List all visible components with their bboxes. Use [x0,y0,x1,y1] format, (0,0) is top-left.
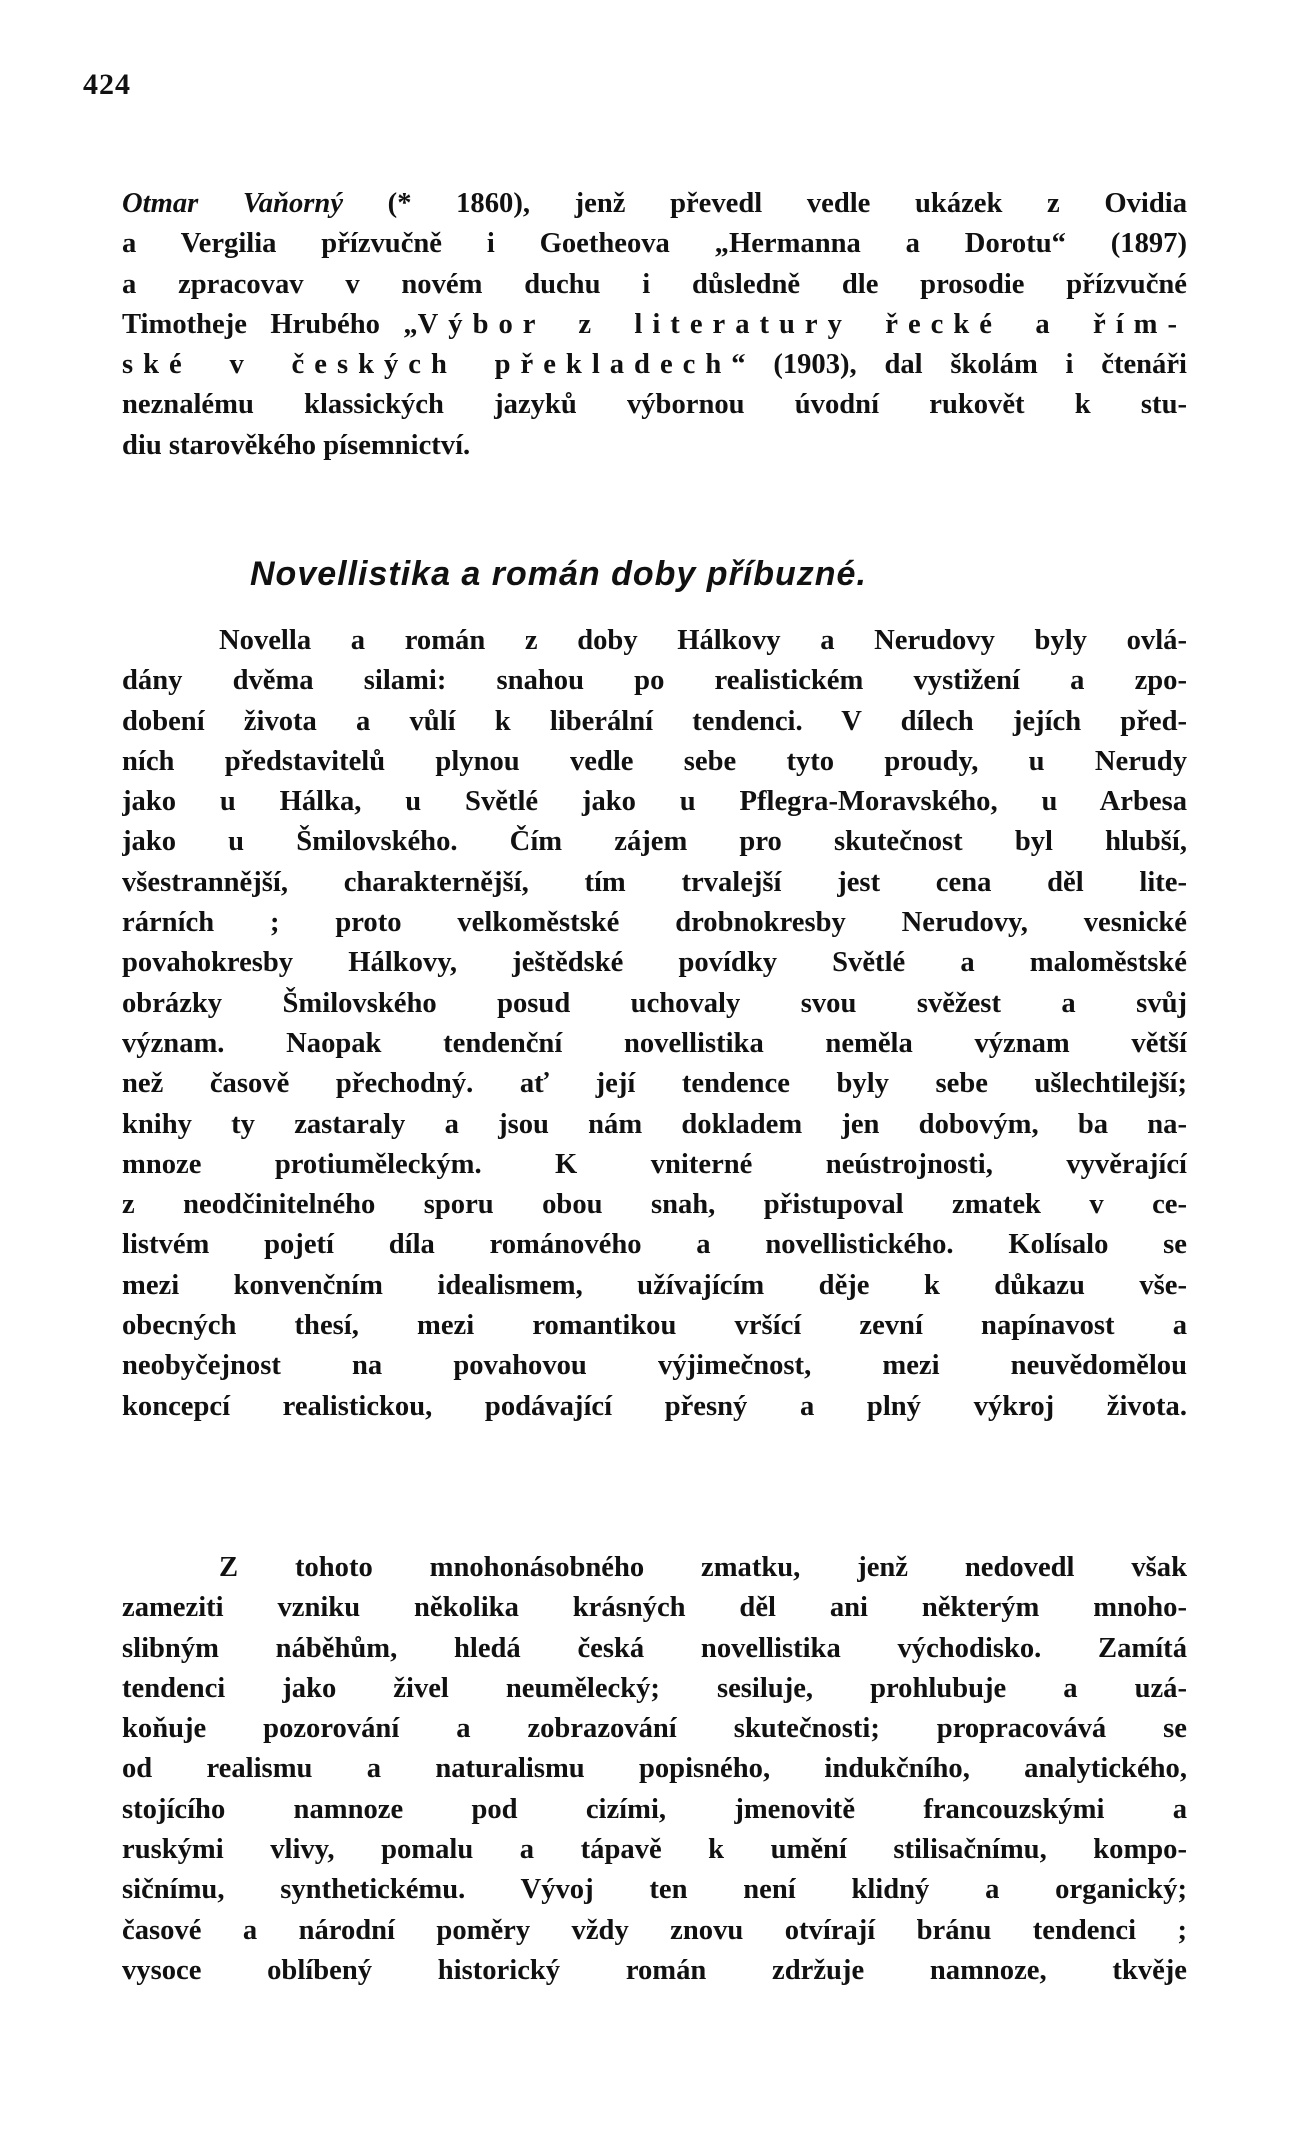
paragraph-line: mezi konvenčním idealismem, užívajícím děje k důkazu vše- [122,1269,1187,1301]
paragraph-zmatek [122,1548,1187,1991]
paragraph-line last-line: diu starověkého písemnictví. [122,429,471,461]
paragraph-line: obrázky Šmilovského posud uchovaly svou svěžest a svůj [122,987,1187,1019]
paragraph-line: koncepcí realistickou, podávající přesný a plný výkroj života. [122,1390,1187,1422]
paragraph-line: jako u Hálka, u Světlé jako u Pflegra-Moravského, u Arbesa [122,786,1187,818]
paragraph-line: a Vergilia přízvučně i Goetheova „Hermanna a Dorotu“ (1897) [122,228,1187,260]
paragraph-line: tendenci jako živel neumělecký; sesiluje, prohlubuje a uzá- [122,1672,1187,1704]
spaced-title: ské v českých překladech [122,349,732,381]
paragraph-line: sičnímu, synthetickému. Vývoj ten není klidný a organický; [122,1874,1187,1906]
paragraph-line: Timotheje Hrubého „Výbor z literatury řecké a řím- [122,308,1187,340]
section-heading: Novellistika a román doby příbuzné. [250,555,867,593]
paragraph-line: od realismu a naturalismu popisného, indukčního, analytického, [122,1753,1187,1785]
paragraph-line: všestrannější, charakternější, tím trvalejší jest cena děl lite- [122,866,1187,898]
line-rest: (* 1860), jenž převedl vedle ukázek z Ovidia [343,188,1187,219]
paragraph-line: obecných thesí, mezi romantikou vršící zevní napínavost a [122,1310,1187,1342]
paragraph-line: listvém pojetí díla románového a novellistického. Kolísalo se [122,1229,1187,1261]
paragraph-line: dány dvěma silami: snahou po realistickém vystižení a zpo- [122,665,1187,697]
paragraph-line: knihy ty zastaraly a jsou nám dokladem jen dobovým, ba na- [122,1108,1187,1140]
paragraph-line: ské v českých překladech“ (1903), dal školám i čtenáři [122,349,1187,381]
paragraph-line: zameziti vzniku několika krásných děl ani některým mnoho- [122,1592,1187,1624]
paragraph-line: Novella a román z doby Hálkovy a Nerudovy byly ovlá- [219,625,1187,656]
author-name: Otmar Vaňorný [122,188,344,219]
paragraph-line: povahokresby Hálkovy, ještědské povídky Světlé a maloměstské [122,947,1187,979]
paragraph-novella [122,621,1187,1427]
paragraph-line: než časově přechodný. ať její tendence byly sebe ušlechtilejší; [122,1068,1187,1100]
paragraph-line: mnoze protiuměleckým. K vniterné neústrojnosti, vyvěrající [122,1148,1187,1180]
paragraph-line: neznalému klassických jazyků výbornou úvodní rukovět k stu- [122,389,1187,421]
paragraph-line: Z tohoto mnohonásobného zmatku, jenž nedovedl však [219,1552,1187,1583]
spaced-title: Výbor z literatury řecké a řím- [417,308,1187,340]
paragraph-line: časové a národní poměry vždy znovu otvírají bránu tendenci ; [122,1914,1187,1946]
page-number: 424 [83,68,131,101]
paragraph-line: dobení života a vůlí k liberální tendenci. V dílech jejích před- [122,705,1187,737]
paragraph-line: neobyčejnost na povahovou výjimečnost, mezi neuvědomělou [122,1350,1187,1382]
paragraph-line [122,184,1187,224]
paragraph-line: slibným náběhům, hledá česká novellistika východisko. Zamítá [122,1632,1187,1664]
paragraph-line: z neodčinitelného sporu obou snah, přistupoval zmatek v ce- [122,1189,1187,1221]
paragraph-line: rárních ; proto velkoměstské drobnokresby Nerudovy, vesnické [122,907,1187,939]
paragraph-line: stojícího namnoze pod cizími, jmenovitě francouzskými a [122,1793,1187,1825]
paragraph-line: koňuje pozorování a zobrazování skutečnosti; propracovává se [122,1713,1187,1745]
paragraph-line: vysoce oblíbený historický román zdržuje namnoze, tkvěje [122,1954,1187,1986]
paragraph-line: jako u Šmilovského. Čím zájem pro skutečnost byl hlubší, [122,826,1187,858]
paragraph-line: ních představitelů plynou vedle sebe tyto proudy, u Nerudy [122,745,1187,777]
paragraph-line: a zpracovav v novém duchu i důsledně dle prosodie přízvučné [122,268,1187,300]
paragraph-line: význam. Naopak tendenční novellistika neměla význam větší [122,1027,1187,1059]
paragraph-line: ruskými vlivy, pomalu a tápavě k umění stilisačnímu, kompo- [122,1834,1187,1866]
paragraph-vanorny [122,184,1187,466]
